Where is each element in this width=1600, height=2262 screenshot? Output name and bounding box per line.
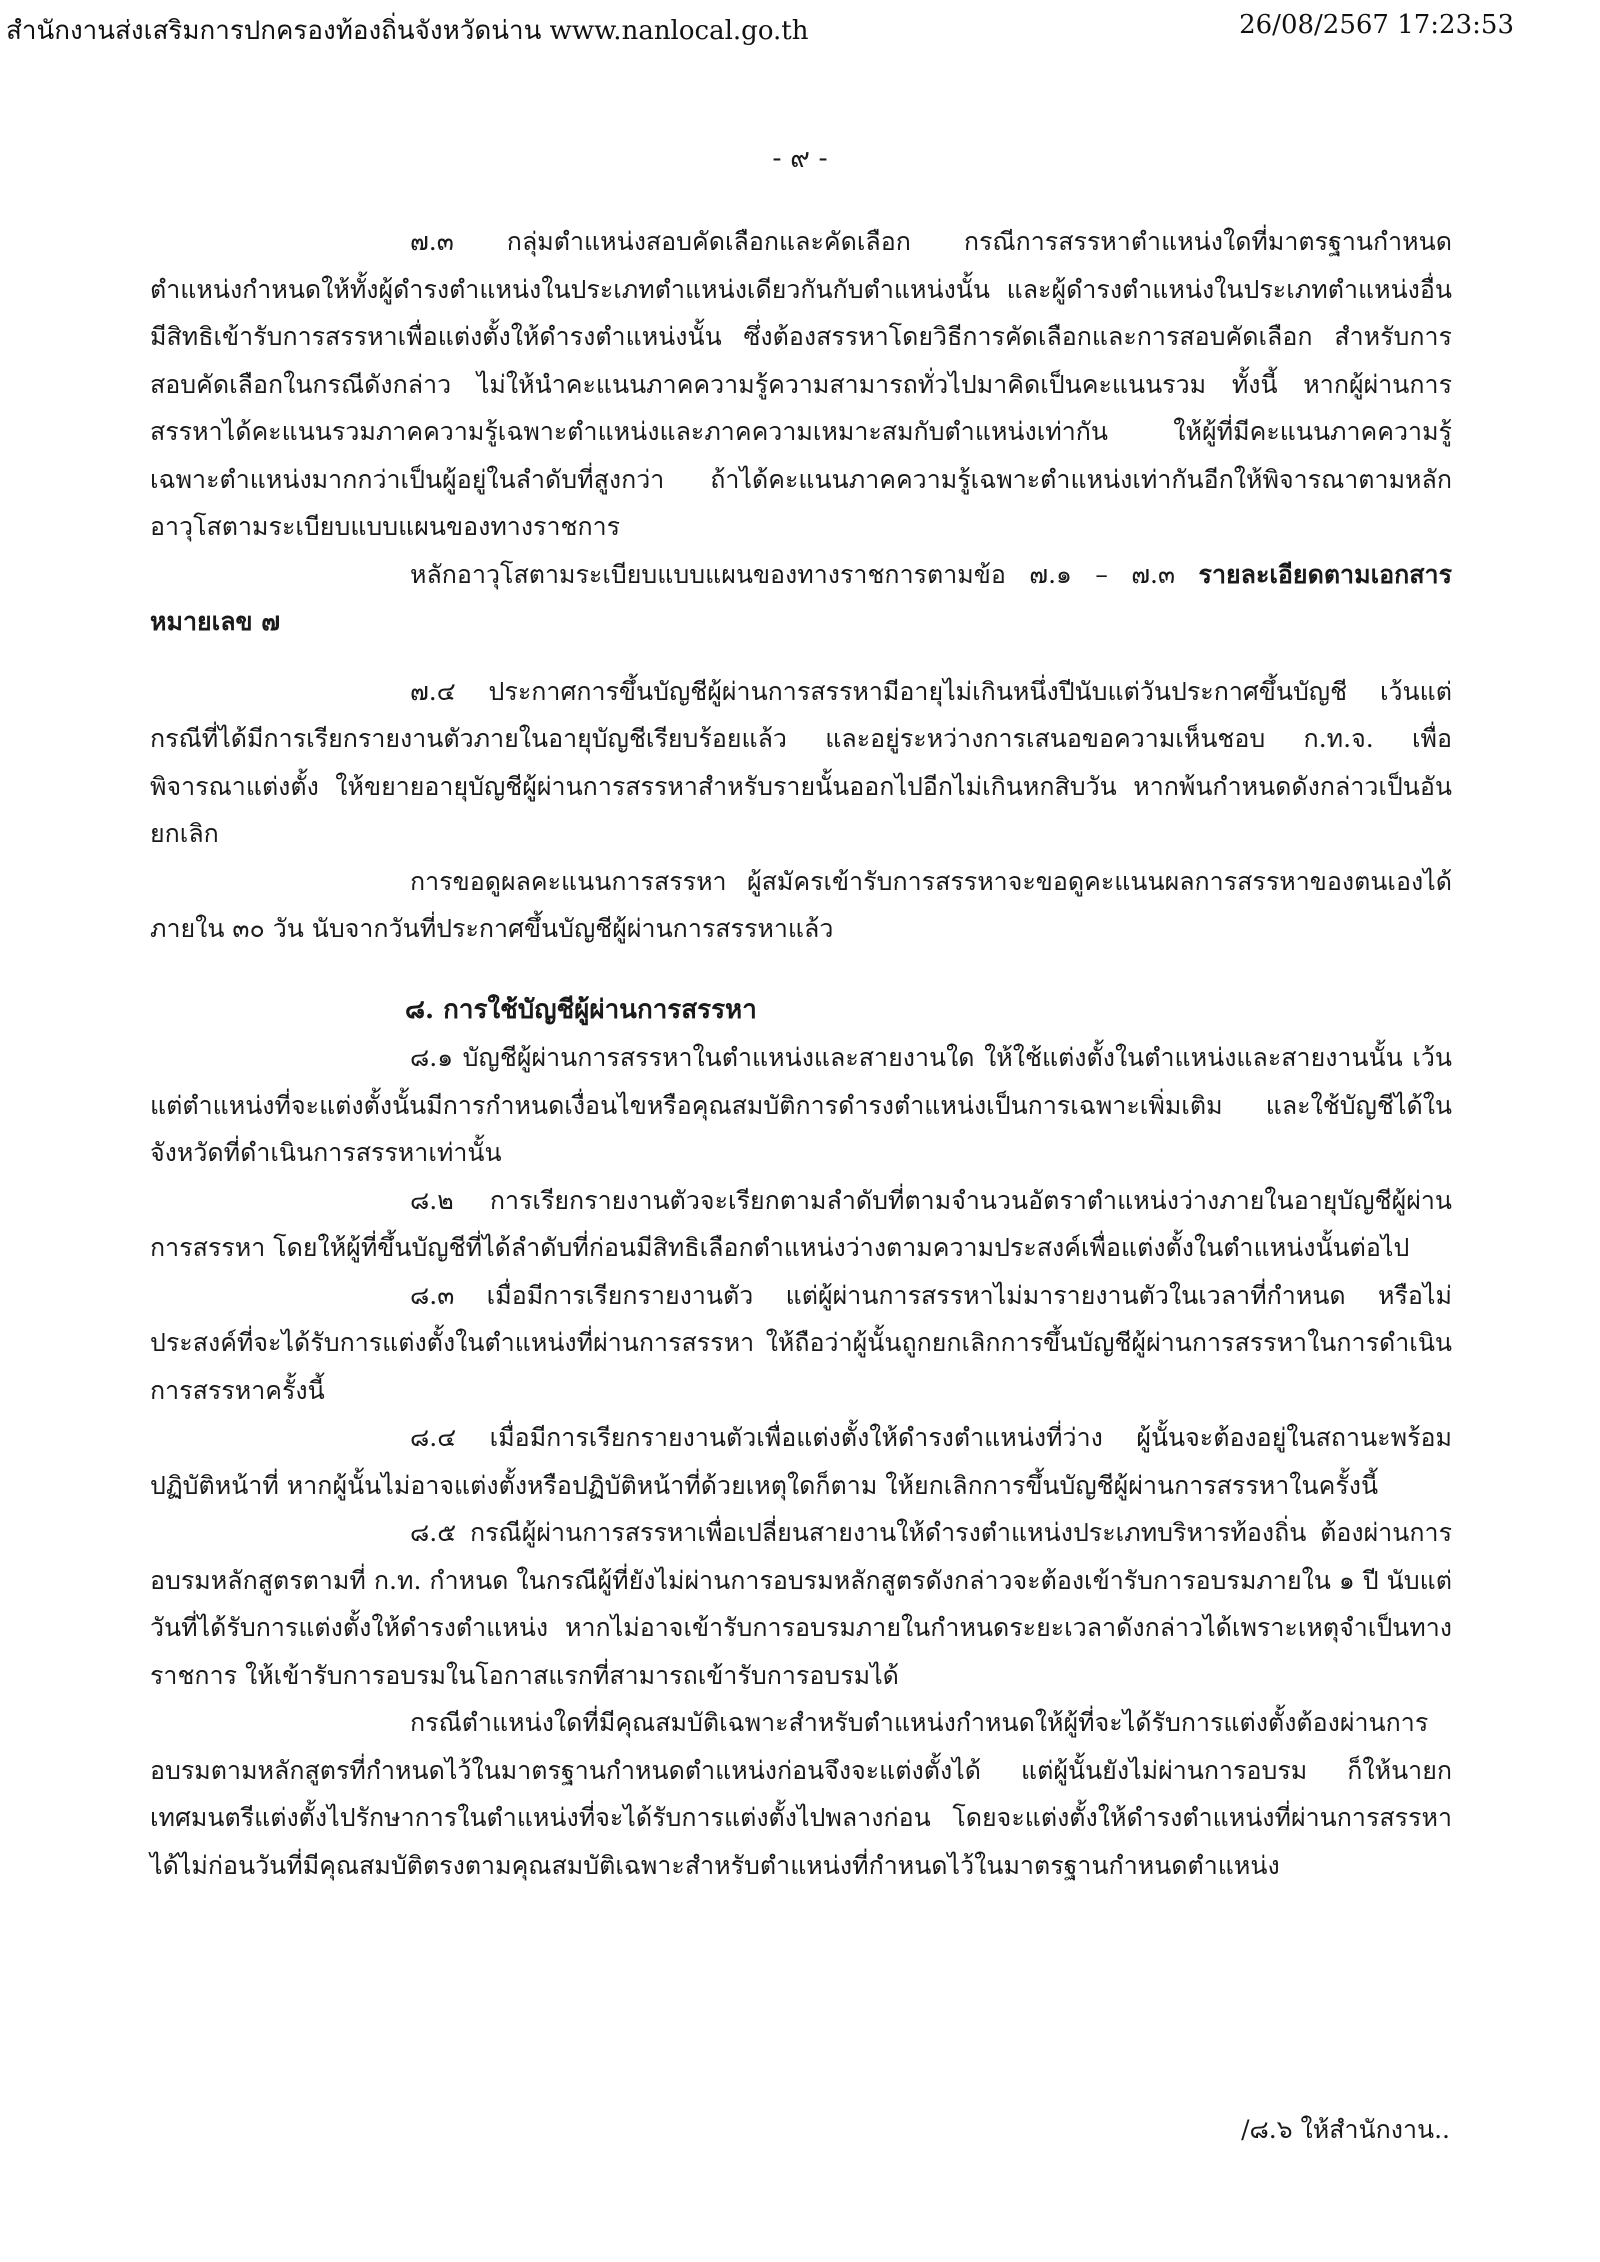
- paragraph-7-3: ๗.๓ กลุ่มตำแหน่งสอบคัดเลือกและคัดเลือก กรณีการสรรหาตำแหน่งใดที่มาตรฐานกำหนดตำแหน่งกำหนดให้ทั้งผู้ดำรงตำแหน่งในประเภทตำแหน่งเดียวกันกับตำแหน่งนั้น และผู้ดำรงตำแหน่งในประเภทตำแหน่งอื่นมีสิทธิเข้ารับการสรรหาเพื่อแต่งตั้งให้ดำรงตำแหน่งนั้น ซึ่งต้องสรรหาโดยวิธีการคัดเลือกและการสอบคัดเลือก สำหรับการสอบคัดเลือกในกรณีดังกล่าว ไม่ให้นำคะแนนภาคความรู้ความสามารถทั่วไปมาคิดเป็นคะแนนรวม ทั้งนี้ หากผู้ผ่านการสรรหาได้คะแนนรวมภาคความรู้เฉพาะตำแหน่งและภาคความเหมาะสมกับตำแหน่งเท่ากัน ให้ผู้ที่มีคะแนนภาคความรู้เฉพาะตำแหน่งมากกว่าเป็นผู้อยู่ในลำดับที่สูงกว่า ถ้าได้คะแนนภาคความรู้เฉพาะตำแหน่งเท่ากันอีกให้พิจารณาตามหลักอาวุโสตามระเบียบแบบแผนของทางราชการ: [150, 227, 1452, 541]
- document-body: [150, 218, 1452, 1889]
- paragraph-7-4: ๗.๔ ประกาศการขึ้นบัญชีผู้ผ่านการสรรหามีอายุไม่เกินหนึ่งปีนับแต่วันประกาศขึ้นบัญชี เว้นแต่กรณีที่ได้มีการเรียกรายงานตัวภายในอายุบัญชีเรียบร้อยแล้ว และอยู่ระหว่างการเสนอขอความเห็นชอบ ก.ท.จ. เพื่อพิจารณาแต่งตั้ง ให้ขยายอายุบัญชีผู้ผ่านการสรรหาสำหรับรายนั้นออกไปอีกไม่เกินหกสิบวัน หากพ้นกำหนดดังกล่าวเป็นอันยกเลิก: [150, 676, 1452, 848]
- continuation-note: /๘.๖ ให้สำนักงาน..: [1241, 2115, 1450, 2144]
- paragraph-8-2: ๘.๒ การเรียกรายงานตัวจะเรียกตามลำดับที่ตามจำนวนอัตราตำแหน่งว่างภายในอายุบัญชีผู้ผ่านการสรรหา โดยให้ผู้ที่ขึ้นบัญชีที่ได้ลำดับที่ก่อนมีสิทธิเลือกตำแหน่งว่างตามความประสงค์เพื่อแต่งตั้งในตำแหน่งนั้นต่อไป: [150, 1185, 1452, 1262]
- paragraph-seniority: [150, 551, 1452, 646]
- paragraph-8-3: ๘.๓ เมื่อมีการเรียกรายงานตัว แต่ผู้ผ่านการสรรหาไม่มารายงานตัวในเวลาที่กำหนด หรือไม่ประสงค์ที่จะได้รับการแต่งตั้งในตำแหน่งที่ผ่านการสรรหา ให้ถือว่าผู้นั้นถูกยกเลิกการขึ้นบัญชีผู้ผ่านการสรรหาในการดำเนินการสรรหาครั้งนี้: [150, 1280, 1452, 1405]
- header-datetime: 26/08/2567 17:23:53: [1239, 10, 1514, 40]
- header-stamp: [0, 0, 1600, 54]
- paragraph-8-1: ๘.๑ บัญชีผู้ผ่านการสรรหาในตำแหน่งและสายงานใด ให้ใช้แต่งตั้งในตำแหน่งและสายงานนั้น เว้นแต่ตำแหน่งที่จะแต่งตั้งนั้นมีการกำหนดเงื่อนไขหรือคุณสมบัติการดำรงตำแหน่งเป็นการเฉพาะเพิ่มเติม และใช้บัญชีได้ในจังหวัดที่ดำเนินการสรรหาเท่านั้น: [150, 1043, 1452, 1167]
- paragraph-score-request: การขอดูผลคะแนนการสรรหา ผู้สมัครเข้ารับการสรรหาจะขอดูคะแนนผลการสรรหาของตนเองได้ภายใน ๓๐ วัน นับจากวันที่ประกาศขึ้นบัญชีผู้ผ่านการสรรหาแล้ว: [150, 866, 1452, 943]
- header-source-text: สำนักงานส่งเสริมการปกครองท้องถิ่นจังหวัดน่าน www.nanlocal.go.th: [6, 16, 809, 46]
- paragraph-8-5: ๘.๕ กรณีผู้ผ่านการสรรหาเพื่อเปลี่ยนสายงานให้ดำรงตำแหน่งประเภทบริหารท้องถิ่น ต้องผ่านการอบรมหลักสูตรตามที่ ก.ท. กำหนด ในกรณีผู้ที่ยังไม่ผ่านการอบรมหลักสูตรดังกล่าวจะต้องเข้ารับการอบรมภายใน ๑ ปี นับแต่วันที่ได้รับการแต่งตั้งให้ดำรงตำแหน่ง หากไม่อาจเข้ารับการอบรมภายในกำหนดระยะเวลาดังกล่าวได้เพราะเหตุจำเป็นทางราชการ ให้เข้ารับการอบรมในโอกาสแรกที่สามารถเข้ารับการอบรมได้: [150, 1518, 1452, 1690]
- seniority-text: หลักอาวุโสตามระเบียบแบบแผนของทางราชการตามข้อ ๗.๑ – ๗.๓: [410, 559, 1199, 589]
- page-number: - ๙ -: [772, 143, 828, 174]
- paragraph-8-4: ๘.๔ เมื่อมีการเรียกรายงานตัวเพื่อแต่งตั้งให้ดำรงตำแหน่งที่ว่าง ผู้นั้นจะต้องอยู่ในสถานะพร้อมปฏิบัติหน้าที่ หากผู้นั้นไม่อาจแต่งตั้งหรือปฏิบัติหน้าที่ด้วยเหตุใดก็ตาม ให้ยกเลิกการขึ้นบัญชีผู้ผ่านการสรรหาในครั้งนี้: [150, 1423, 1452, 1500]
- paragraph-special-qualification: กรณีตำแหน่งใดที่มีคุณสมบัติเฉพาะสำหรับตำแหน่งกำหนดให้ผู้ที่จะได้รับการแต่งตั้งต้องผ่านการอบรมตามหลักสูตรที่กำหนดไว้ในมาตรฐานกำหนดตำแหน่งก่อนจึงจะแต่งตั้งได้ แต่ผู้นั้นยังไม่ผ่านการอบรม ก็ให้นายกเทศมนตรีแต่งตั้งไปรักษาการในตำแหน่งที่จะได้รับการแต่งตั้งไปพลางก่อน โดยจะแต่งตั้งให้ดำรงตำแหน่งที่ผ่านการสรรหาได้ไม่ก่อนวันที่มีคุณสมบัติตรงตามคุณสมบัติเฉพาะสำหรับตำแหน่งที่กำหนดไว้ในมาตรฐานกำหนดตำแหน่ง: [150, 1708, 1452, 1880]
- section-8-heading: ๘. การใช้บัญชีผู้ผ่านการสรรหา: [405, 994, 757, 1025]
- seniority-attachment-ref: รายละเอียดตามเอกสารหมายเลข ๗: [150, 559, 1452, 636]
